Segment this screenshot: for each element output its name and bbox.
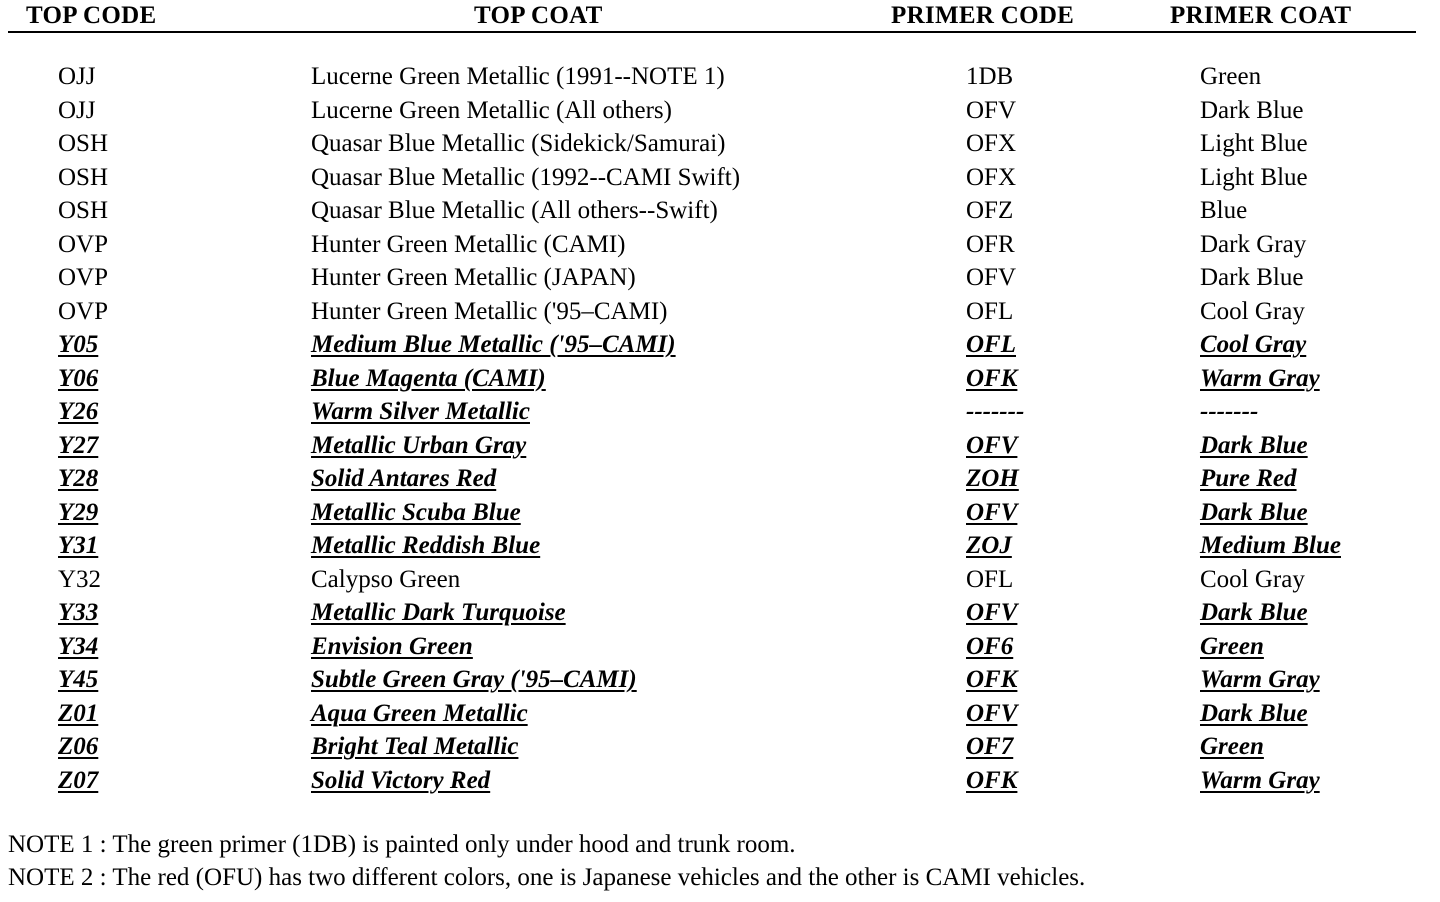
top-code-cell: Y33 — [58, 599, 99, 626]
top-coat-cell: Aqua Green Metallic — [311, 699, 528, 727]
top-code-cell: OVP — [58, 264, 109, 291]
top-coat-cell: Blue Magenta (CAMI) — [311, 364, 546, 392]
primer-code-cell: OFV — [966, 498, 1018, 526]
note-line: NOTE 2 : The red (OFU) has two different colors, one is Japanese vehicles and the other is CAMI vehicles. — [8, 864, 1086, 891]
top-code-cell: Y28 — [58, 465, 99, 492]
top-code-cell: Y45 — [58, 666, 99, 693]
top-coat-cell: Hunter Green Metallic ('95–CAMI) — [311, 297, 668, 325]
primer-code-cell: OFV — [966, 599, 1018, 626]
top-coat-cell: Metallic Scuba Blue — [311, 498, 521, 526]
primer-code-cell: 1DB — [966, 63, 1014, 90]
primer-code-cell: OFX — [966, 130, 1017, 157]
table-row — [0, 127, 1440, 161]
header-top-coat: TOP COAT — [474, 2, 603, 29]
table-row — [0, 328, 1440, 362]
top-coat-cell: Solid Victory Red — [311, 766, 491, 794]
primer-coat-cell: Cool Gray — [1200, 565, 1305, 593]
table-row — [0, 596, 1440, 630]
top-code-cell: Y27 — [58, 431, 99, 459]
header-primer-code: PRIMER CODE — [891, 2, 1075, 29]
primer-code-cell: OFV — [966, 96, 1017, 124]
table-row — [0, 730, 1440, 764]
top-coat-cell: Calypso Green — [311, 565, 461, 593]
top-coat-cell: Bright Teal Metallic — [311, 733, 519, 760]
table-row — [0, 496, 1440, 530]
primer-coat-cell: Warm Gray — [1200, 666, 1320, 693]
paint-code-table — [0, 60, 1440, 797]
primer-code-cell: ------- — [966, 398, 1025, 425]
top-coat-cell: Solid Antares Red — [311, 465, 497, 492]
primer-code-cell: OFK — [966, 666, 1018, 693]
table-row — [0, 529, 1440, 563]
table-row — [0, 161, 1440, 195]
table-row — [0, 764, 1440, 798]
header-divider — [8, 31, 1416, 33]
table-row — [0, 94, 1440, 128]
primer-coat-cell: Warm Gray — [1200, 766, 1320, 794]
table-header — [0, 0, 1440, 40]
primer-code-cell: OFX — [966, 163, 1017, 191]
top-code-cell: OSH — [58, 130, 109, 157]
top-coat-cell: Metallic Reddish Blue — [311, 532, 541, 559]
top-coat-cell: Warm Silver Metallic — [311, 398, 530, 425]
primer-coat-cell: Medium Blue — [1200, 532, 1341, 559]
primer-coat-cell: Blue — [1200, 197, 1248, 224]
top-coat-cell: Quasar Blue Metallic (1992--CAMI Swift) — [311, 163, 741, 191]
primer-code-cell: OF7 — [966, 733, 1014, 760]
top-coat-cell: Lucerne Green Metallic (All others) — [311, 96, 672, 124]
top-code-cell: Z06 — [58, 733, 99, 760]
primer-code-cell: OFV — [966, 431, 1018, 459]
top-code-cell: OSH — [58, 163, 109, 191]
primer-coat-cell: Dark Gray — [1200, 230, 1307, 258]
table-row — [0, 462, 1440, 496]
primer-code-cell: ZOH — [966, 465, 1019, 492]
top-coat-cell: Metallic Urban Gray — [311, 431, 527, 459]
top-code-cell: OJJ — [58, 63, 96, 90]
primer-code-cell: OFL — [966, 565, 1014, 593]
table-row — [0, 295, 1440, 329]
primer-coat-cell: Green — [1200, 63, 1262, 90]
note-line: NOTE 1 : The green primer (1DB) is painted only under hood and trunk room. — [8, 831, 796, 858]
top-code-cell: OVP — [58, 230, 109, 258]
top-coat-cell: Lucerne Green Metallic (1991--NOTE 1) — [311, 63, 725, 90]
table-row — [0, 60, 1440, 94]
top-code-cell: OVP — [58, 297, 109, 325]
top-code-cell: Y06 — [58, 364, 99, 392]
header-primer-coat: PRIMER COAT — [1170, 2, 1352, 29]
table-row — [0, 697, 1440, 731]
table-row — [0, 228, 1440, 262]
top-code-cell: Z07 — [58, 766, 99, 794]
primer-coat-cell: Light Blue — [1200, 163, 1308, 191]
primer-coat-cell: Dark Blue — [1200, 96, 1304, 124]
top-code-cell: OSH — [58, 197, 109, 224]
primer-coat-cell: Dark Blue — [1200, 699, 1308, 727]
table-row — [0, 261, 1440, 295]
primer-code-cell: OFV — [966, 264, 1017, 291]
primer-coat-cell: Dark Blue — [1200, 498, 1308, 526]
primer-code-cell: OFL — [966, 297, 1014, 325]
top-coat-cell: Metallic Dark Turquoise — [311, 599, 566, 626]
primer-coat-cell: ------- — [1200, 398, 1259, 425]
table-row — [0, 194, 1440, 228]
primer-coat-cell: Green — [1200, 733, 1264, 760]
primer-coat-cell: Pure Red — [1200, 465, 1297, 492]
primer-code-cell: OFV — [966, 699, 1018, 727]
top-coat-cell: Hunter Green Metallic (CAMI) — [311, 230, 626, 258]
top-coat-cell: Medium Blue Metallic ('95–CAMI) — [311, 331, 676, 358]
top-coat-cell: Hunter Green Metallic (JAPAN) — [311, 264, 636, 291]
table-row — [0, 362, 1440, 396]
top-code-cell: Y29 — [58, 498, 99, 526]
top-code-cell: Y05 — [58, 331, 99, 358]
primer-coat-cell: Warm Gray — [1200, 364, 1320, 392]
primer-code-cell: OFK — [966, 766, 1018, 794]
header-top-code: TOP CODE — [26, 2, 157, 29]
primer-coat-cell: Green — [1200, 632, 1264, 660]
primer-coat-cell: Dark Blue — [1200, 431, 1308, 459]
primer-code-cell: OFR — [966, 230, 1015, 258]
top-coat-cell: Quasar Blue Metallic (Sidekick/Samurai) — [311, 130, 726, 157]
table-row — [0, 395, 1440, 429]
primer-code-cell: OFL — [966, 331, 1016, 358]
primer-coat-cell: Light Blue — [1200, 130, 1308, 157]
top-code-cell: Y26 — [58, 398, 99, 425]
notes-section — [8, 828, 1428, 894]
top-code-cell: Y34 — [58, 632, 99, 660]
top-coat-cell: Quasar Blue Metallic (All others--Swift) — [311, 197, 718, 224]
primer-coat-cell: Cool Gray — [1200, 297, 1305, 325]
top-code-cell: OJJ — [58, 96, 96, 124]
top-coat-cell: Subtle Green Gray ('95–CAMI) — [311, 666, 637, 693]
top-code-cell: Y32 — [58, 565, 102, 593]
top-coat-cell: Envision Green — [311, 632, 473, 660]
primer-coat-cell: Dark Blue — [1200, 264, 1304, 291]
top-code-cell: Z01 — [58, 699, 99, 727]
primer-coat-cell: Cool Gray — [1200, 331, 1307, 358]
table-row — [0, 663, 1440, 697]
table-row — [0, 630, 1440, 664]
primer-code-cell: ZOJ — [966, 532, 1012, 559]
primer-coat-cell: Dark Blue — [1200, 599, 1308, 626]
table-row — [0, 563, 1440, 597]
primer-code-cell: OF6 — [966, 632, 1014, 660]
primer-code-cell: OFZ — [966, 197, 1014, 224]
primer-code-cell: OFK — [966, 364, 1018, 392]
table-row — [0, 429, 1440, 463]
top-code-cell: Y31 — [58, 532, 99, 559]
